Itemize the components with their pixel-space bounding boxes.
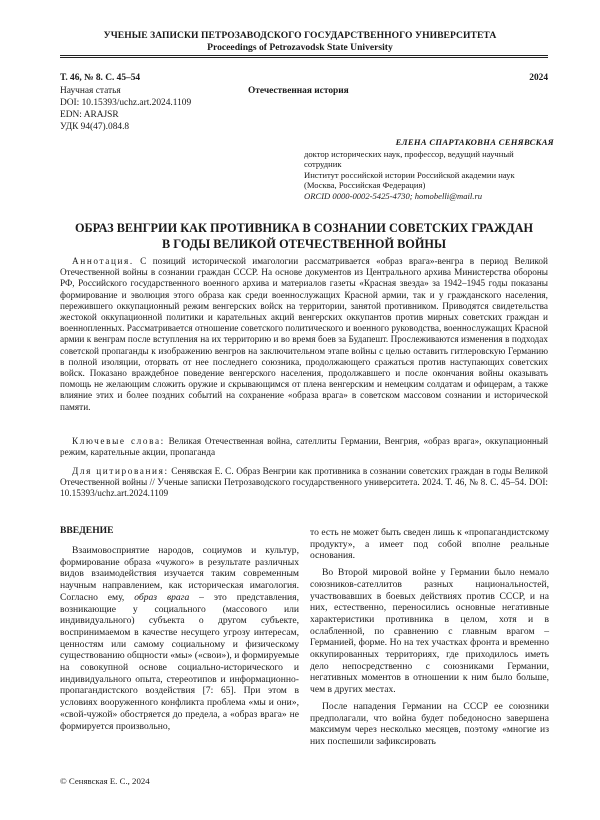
paragraph: Во Второй мировой войне у Германии было немало союзников-сателлитов разных национальностей, участвовавших в боевых действиях против СССР, и на них, естественно, переносились основные негативные характеристики противника в целом, хотя и в ослабленной, по сравнению с главным врагом – Германией, форме. Но на тех участках фронта и временно оккупированных территориях, где приходилось иметь дело непосредственно с союзниками Германии, негативных моментов в отношении к ним было больше, чем в других местах. xyxy=(310,567,549,696)
paragraph: После нападения Германии на СССР ее союзники предполагали, что война будет победоносно завершена максимум через несколько месяцев, поэтому «многие из них поспешили зафиксировать xyxy=(310,700,549,747)
journal-title: УЧЕНЫЕ ЗАПИСКИ ПЕТРОЗАВОДСКОГО ГОСУДАРСТВЕННОГО УНИВЕРСИТЕТА xyxy=(103,30,497,41)
header-rule-bottom xyxy=(60,57,548,58)
rubric: Отечественная история xyxy=(248,86,349,96)
keywords-text: Великая Отечественная война, сателлиты Германии, Венгрия, «образ врага», оккупационный режим, карательные акции, пропаганда xyxy=(60,437,549,459)
volume-pages: Т. 46, № 8. С. 45–54 xyxy=(60,73,141,83)
author-affiliation-line: Институт российской истории Российской академии наук xyxy=(304,169,515,180)
abstract-label: Аннотация. xyxy=(72,257,134,267)
author-block xyxy=(304,137,554,202)
citation xyxy=(60,467,548,501)
issue-year: 2024 xyxy=(529,73,548,83)
udc: УДК 94(47).084.8 xyxy=(60,122,130,132)
section-heading: ВВЕДЕНИЕ xyxy=(60,525,114,536)
article-title-line: ОБРАЗ ВЕНГРИИ КАК ПРОТИВНИКА В СОЗНАНИИ СОВЕТСКИХ ГРАЖДАН xyxy=(74,221,534,235)
left-column xyxy=(60,545,299,732)
author-affiliation-line: доктор исторических наук, профессор, ведущий научный xyxy=(304,148,514,159)
author-orcid-email: ORCID 0000-0002-5425-4730; homobelli@mail.ru xyxy=(304,190,483,201)
copyright: © Сенявская Е. С., 2024 xyxy=(60,776,150,786)
article-title xyxy=(60,221,548,252)
abstract xyxy=(60,257,548,414)
paragraph-text: Взаимовосприятие народов, социумов и культур, формирование образа «чужого» в результате различных видов взаимодействия изучается таким современным научным направлением, как историческая имагология. Согласно ему, xyxy=(60,545,299,603)
author-affiliation-line: сотрудник xyxy=(304,159,342,170)
author-affiliation-line: (Москва, Российская Федерация) xyxy=(304,180,426,191)
abstract-text: С позиций исторической имагологии рассматривается «образ врага»-венгра в период Великой Отечественной войны в сознании граждан СССР. На основе документов из Центрального архива Министерства обороны РФ, Российского государственного военного архива и материалов газеты «Красная звезда» за 1942–1945 годы показаны формирование и эволюция этого образа как среди военнослужащих Красной армии, так и у гражданского населения, пережившего оккупационный режим венгерских войск на территории, занятой противником. Приводятся свидетельства жестокой оккупационной политики и карательных акций венгерских оккупантов против мирных советских граждан и военнопленных. Рассматривается отношение советского политического и военного руководства, военнослужащих Красной армии к венграм после вступления на их территорию и во время боев за Будапешт. Прослеживаются изменения в подходах советской пропаганды к изображению венгров на заключительном этапе войны с целью оставить гитлеровскую Германию в полной изоляции, оторвать от нее последнего союзника, продолжающего сражаться против наступающих советских войск. Показано враждебное поведение венгерского населения, продолжавшего и после окончания войны оказывать помощь не желающим сложить оружие и скрывающимся от плена венгерским и немецким солдатам и офицерам, а также влияние этих и более поздних событий на сохранение «образа врага» в советском массовом сознании и исторической памяти. xyxy=(60,257,548,413)
doi: DOI: 10.15393/uchz.art.2024.1109 xyxy=(60,98,192,108)
article-title-line: В ГОДЫ ВЕЛИКОЙ ОТЕЧЕСТВЕННОЙ ВОЙНЫ xyxy=(161,236,447,251)
citation-text: Сенявская Е. С. Образ Венгрии как противника в сознании советских граждан в годы Великой Отечественной войны // Ученые записки Петрозаводского государственного университета. 2024. Т. 46, № 8. С. 45–54. DOI: 10.15393/uchz.art.2024.1109 xyxy=(60,467,548,500)
citation-label: Для цитирования: xyxy=(72,467,169,477)
right-column xyxy=(310,527,549,748)
article-type: Научная статья xyxy=(60,86,121,96)
header-rule-top xyxy=(60,55,548,56)
edn: EDN: ARAJSR xyxy=(60,110,119,120)
paragraph-text: – это представления, возникающие у социального (массового или индивидуального) субъекта о другом субъекте, воспринимаемом в качестве несущего угрозу интересам, ценностям или самому социальному и физическому существованию общности «мы» («свои»), и формируемые на совокупной основе социально-исторического и индивидуального опыта, стереотипов и информационно-пропагандистского воздействия [7: 65]. При этом в условиях вооруженного конфликта проблема «мы и они», «свой-чужой» обостряется до предела, а «образ врага» не формируется произвольно, xyxy=(60,591,299,732)
keywords xyxy=(60,437,548,459)
journal-title-english: Proceedings of Petrozavodsk State University xyxy=(207,42,393,53)
keywords-label: Ключевые слова: xyxy=(72,437,165,447)
emphasis-term: образ врага xyxy=(134,591,190,603)
paragraph: то есть не может быть сведен лишь к «пропагандистскому продукту», а имеет под собой вполне реальные основания. xyxy=(310,527,549,562)
author-name: ЕЛЕНА СПАРТАКОВНА СЕНЯВСКАЯ xyxy=(395,137,554,147)
